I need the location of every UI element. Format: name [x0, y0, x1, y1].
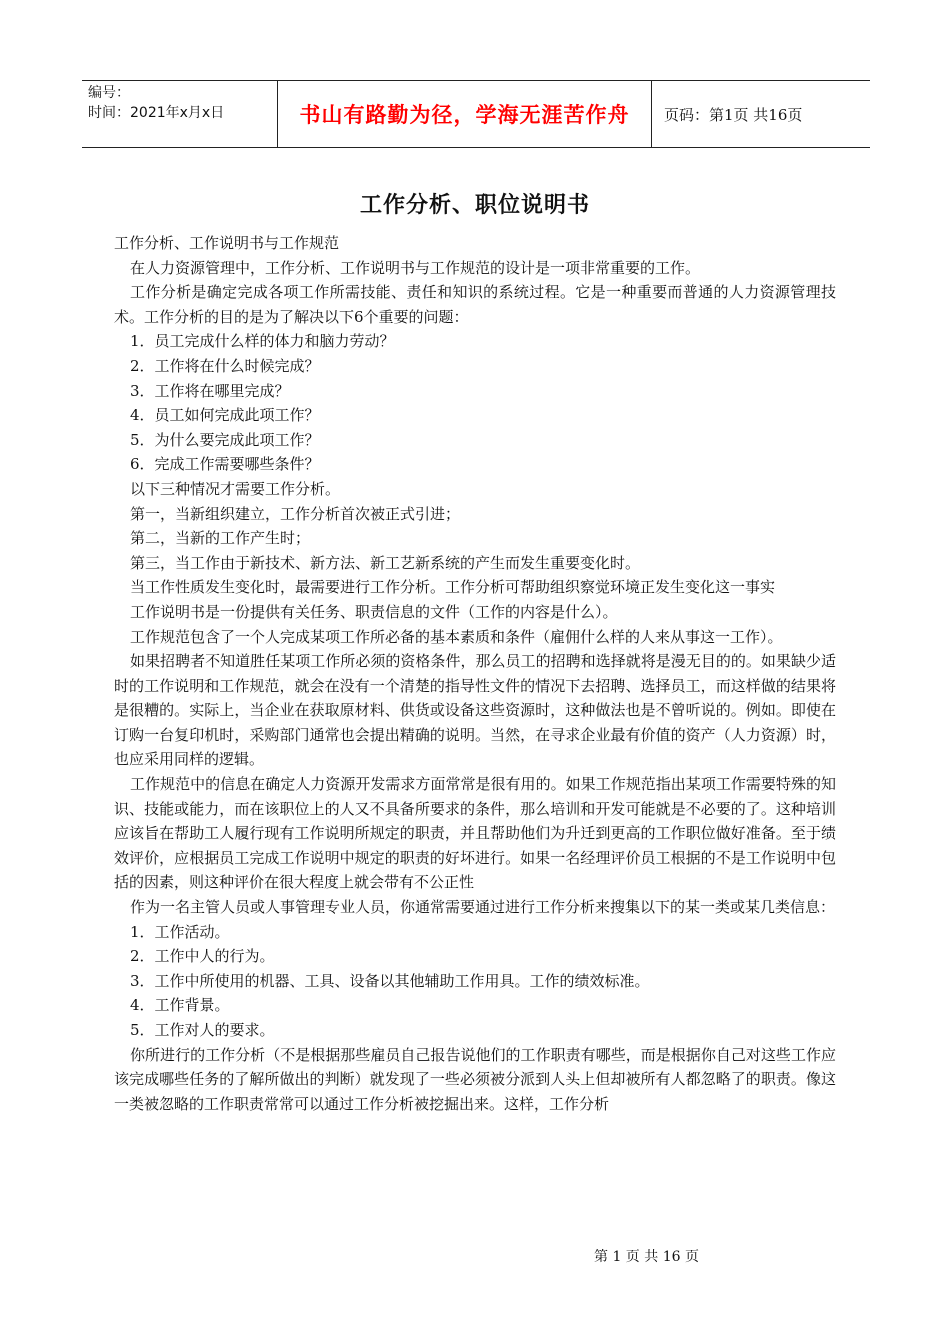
list-item: 2．工作将在什么时候完成？: [130, 356, 320, 375]
list-item: 5．为什么要完成此项工作？: [130, 430, 320, 449]
paragraph: 第二，当新的工作产生时；: [130, 529, 311, 548]
list-item: 5．工作对人的要求。: [130, 1021, 275, 1039]
paragraph: 第一，当新组织建立，工作分析首次被正式引进；: [130, 504, 461, 523]
header-page-label: 页码：第1页 共16页: [664, 105, 803, 124]
paragraph: 工作规范包含了一个人完成某项工作所必备的基本素质和条件（雇佣什么样的人来从事这一工作）。: [130, 627, 783, 646]
document-body: [114, 231, 836, 1116]
paragraph: 第三，当工作由于新技术、新方法、新工艺新系统的产生而发生重要变化时。: [130, 553, 641, 572]
list-item: 4．员工如何完成此项工作？: [130, 406, 320, 425]
paragraph: 你所进行的工作分析（不是根据那些雇员自己报告说他们的工作职责有哪些，而是根据你自己对这些工作应该完成哪些任务的了解所做出的判断）就发现了一些必须被分派到人头上但却被所有人都忽略了的职责。像这一类被忽略的工作职责常常可以通过工作分析被挖掘出来。这样，工作分析: [114, 1045, 836, 1113]
header-meta: [82, 81, 278, 147]
footer-page-number: 第 1 页 共 16 页: [594, 1249, 699, 1265]
paragraph: 在人力资源管理中，工作分析、工作说明书与工作规范的设计是一项非常重要的工作。: [130, 258, 701, 277]
paragraph: 如果招聘者不知道胜任某项工作所必须的资格条件，那么员工的招聘和选择就将是漫无目的的。如果缺少适时的工作说明和工作规范，就会在没有一个清楚的指导性文件的情况下去招聘、选择员工，而这样做的结果将是很糟的。实际上，当企业在获取原材料、供货或设备这些资源时，这种做法也是不曾听说的。例如。即使在订购一台复印机时，采购部门通常也会提出精确的说明。当然，在寻求企业最有价值的资产（人力资源）时，也应采用同样的逻辑。: [114, 652, 836, 769]
header-motto: 书山有路勤为径，学海无涯苦作舟: [278, 81, 652, 147]
paragraph: 作为一名主管人员或人事管理专业人员，你通常需要通过进行工作分析来搜集以下的某一类或某几类信息：: [130, 898, 836, 917]
number-label: 编号：: [88, 85, 130, 101]
time-label: 时间：2021年x月x日: [88, 105, 225, 121]
subtitle: 工作分析、工作说明书与工作规范: [114, 234, 340, 252]
list-item: 3．工作将在哪里完成？: [130, 381, 290, 400]
paragraph: 以下三种情况才需要工作分析。: [130, 479, 341, 498]
paragraph: 工作说明书是一份提供有关任务、职责信息的文件（工作的内容是什么）。: [130, 602, 618, 621]
list-item: 3．工作中所使用的机器、工具、设备以其他辅助工作用具。工作的绩效标准。: [130, 971, 650, 990]
document-title: 工作分析、职位说明书: [359, 192, 590, 218]
list-item: 1．员工完成什么样的体力和脑力劳动？: [130, 332, 395, 351]
paragraph: 工作分析是确定完成各项工作所需技能、责任和知识的系统过程。它是一种重要而普通的人力资源管理技术。工作分析的目的是为了解决以下6个重要的问题：: [114, 283, 836, 326]
document-header: [82, 80, 870, 148]
paragraph: 工作规范中的信息在确定人力资源开发需求方面常常是很有用的。如果工作规范指出某项工作需要特殊的知识、技能或能力，而在该职位上的人又不具备所要求的条件，那么培训和开发可能就是不必要的了。这种培训应该旨在帮助工人履行现有工作说明所规定的职责，并且帮助他们为升迁到更高的工作职位做好准备。至于绩效评价，应根据员工完成工作说明中规定的职责的好坏进行。如果一名经理评价员工根据的不是工作说明中包括的因素，则这种评价在很大程度上就会带有不公正性: [114, 775, 836, 892]
list-item: 6．完成工作需要哪些条件？: [130, 455, 320, 474]
paragraph: 当工作性质发生变化时，最需要进行工作分析。工作分析可帮助组织察觉环境正发生变化这一事实: [130, 578, 776, 597]
list-item: 2．工作中人的行为。: [130, 947, 275, 966]
list-item: 1．工作活动。: [130, 922, 230, 941]
list-item: 4．工作背景。: [130, 996, 230, 1015]
